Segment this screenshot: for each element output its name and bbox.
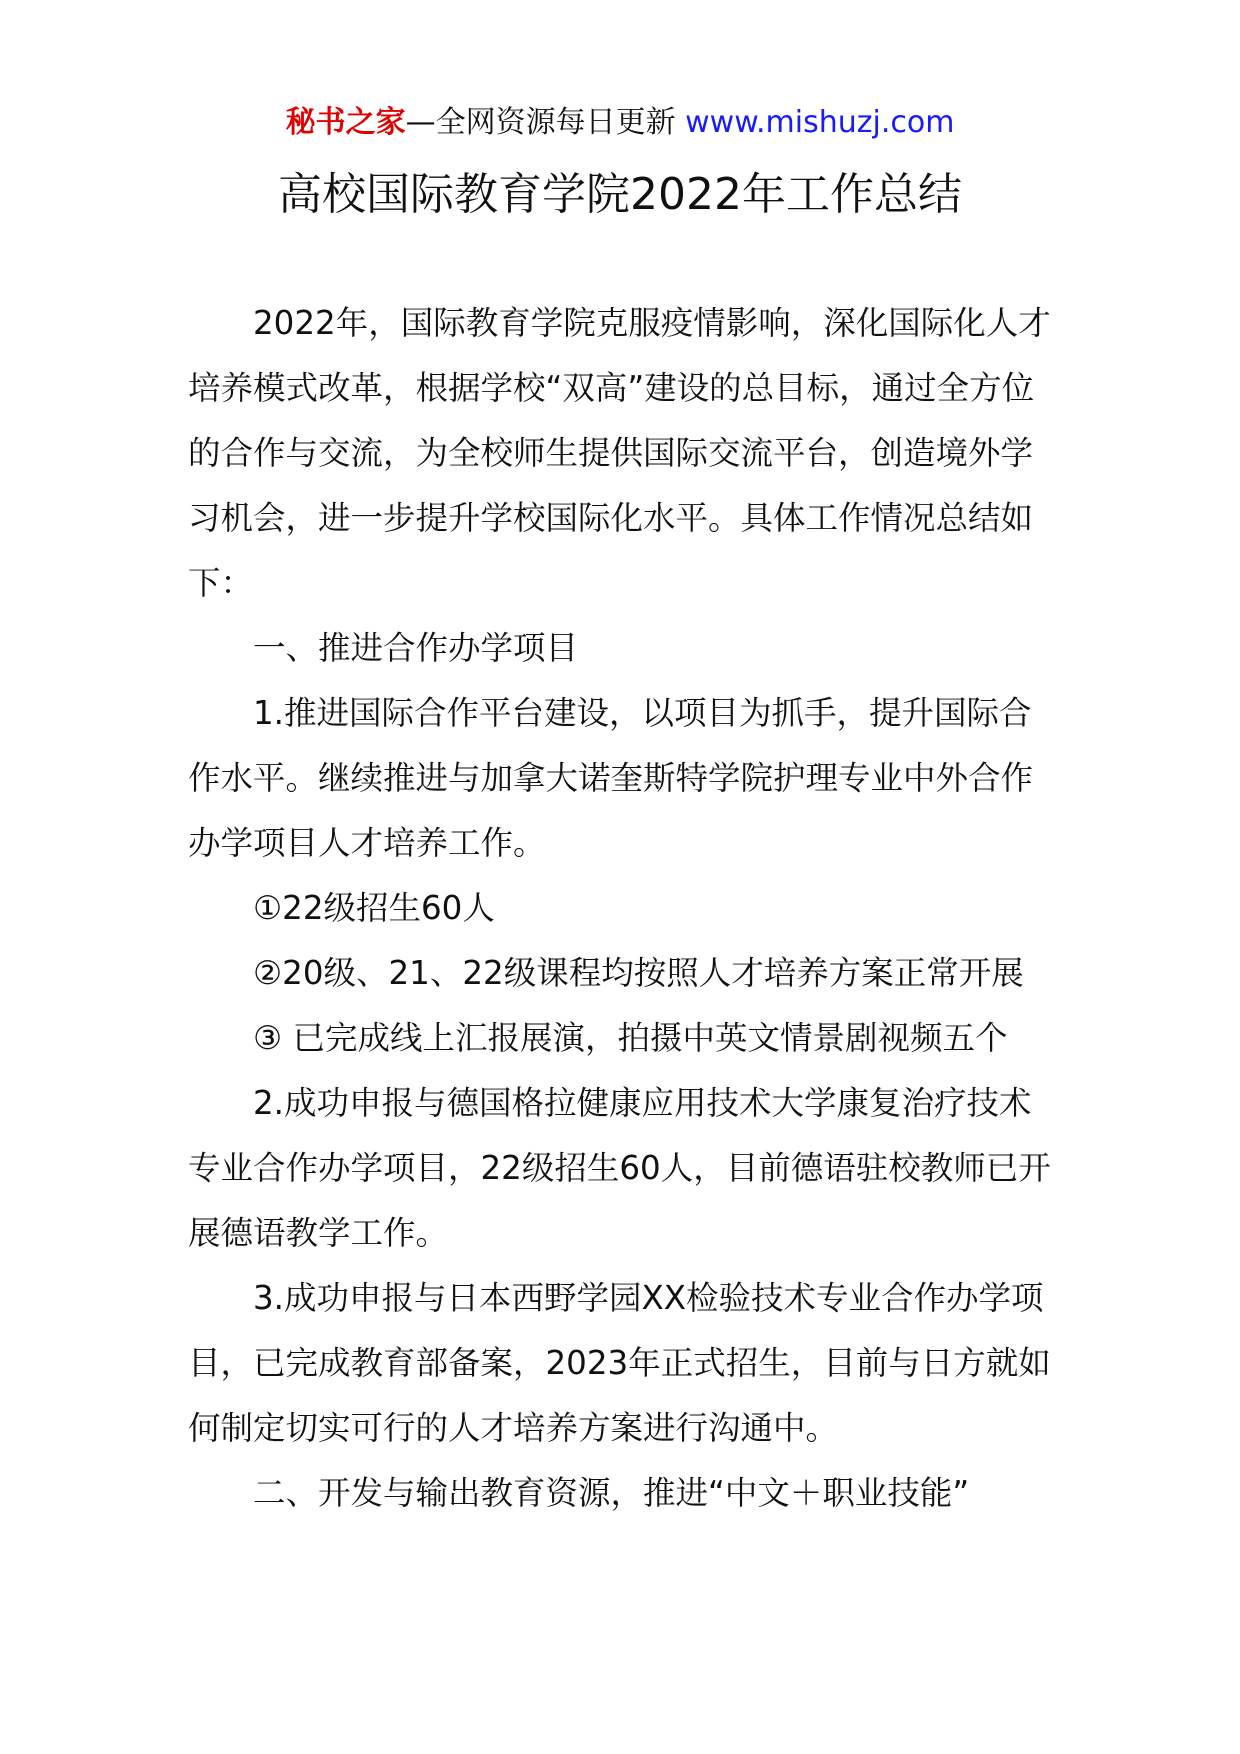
item-paragraph-2: 2.成功申报与德国格拉健康应用技术大学康复治疗技术专业合作办学项目，22级招生60人，目前德语驻校教师已开展德语教学工作。 — [188, 1084, 1051, 1252]
sub-item-3: ③ 已完成线上汇报展演，拍摄中英文情景剧视频五个 — [253, 1019, 1008, 1057]
brand-name: 秘书之家 — [285, 105, 406, 140]
section-heading-2: 二、开发与输出教育资源，推进“中文＋职业技能” — [253, 1474, 970, 1512]
document-body — [188, 291, 1058, 1526]
item-paragraph-3: 3.成功申报与日本西野学园XX检验技术专业合作办学项目，已完成教育部备案，2023年正式招生，目前与日方就如何制定切实可行的人才培养方案进行沟通中。 — [188, 1279, 1051, 1447]
site-url[interactable]: www.mishuzj.com — [685, 105, 955, 140]
header-tagline: —全网资源每日更新 — [405, 105, 686, 140]
section-heading-1: 一、推进合作办学项目 — [253, 629, 579, 667]
site-header — [0, 100, 1240, 146]
sub-item-2: ②20级、21、22级课程均按照人才培养方案正常开展 — [253, 954, 1024, 992]
sub-item-1: ①22级招生60人 — [253, 889, 495, 927]
intro-paragraph: 2022年，国际教育学院克服疫情影响，深化国际化人才培养模式改革，根据学校“双高”建设的总目标，通过全方位的合作与交流，为全校师生提供国际交流平台，创造境外学习机会，进一步提升学校国际化水平。具体工作情况总结如下： — [188, 304, 1051, 602]
item-paragraph-1: 1.推进国际合作平台建设，以项目为抓手，提升国际合作水平。继续推进与加拿大诺奎斯特学院护理专业中外合作办学项目人才培养工作。 — [188, 694, 1034, 862]
document-title: 高校国际教育学院2022年工作总结 — [278, 169, 962, 220]
